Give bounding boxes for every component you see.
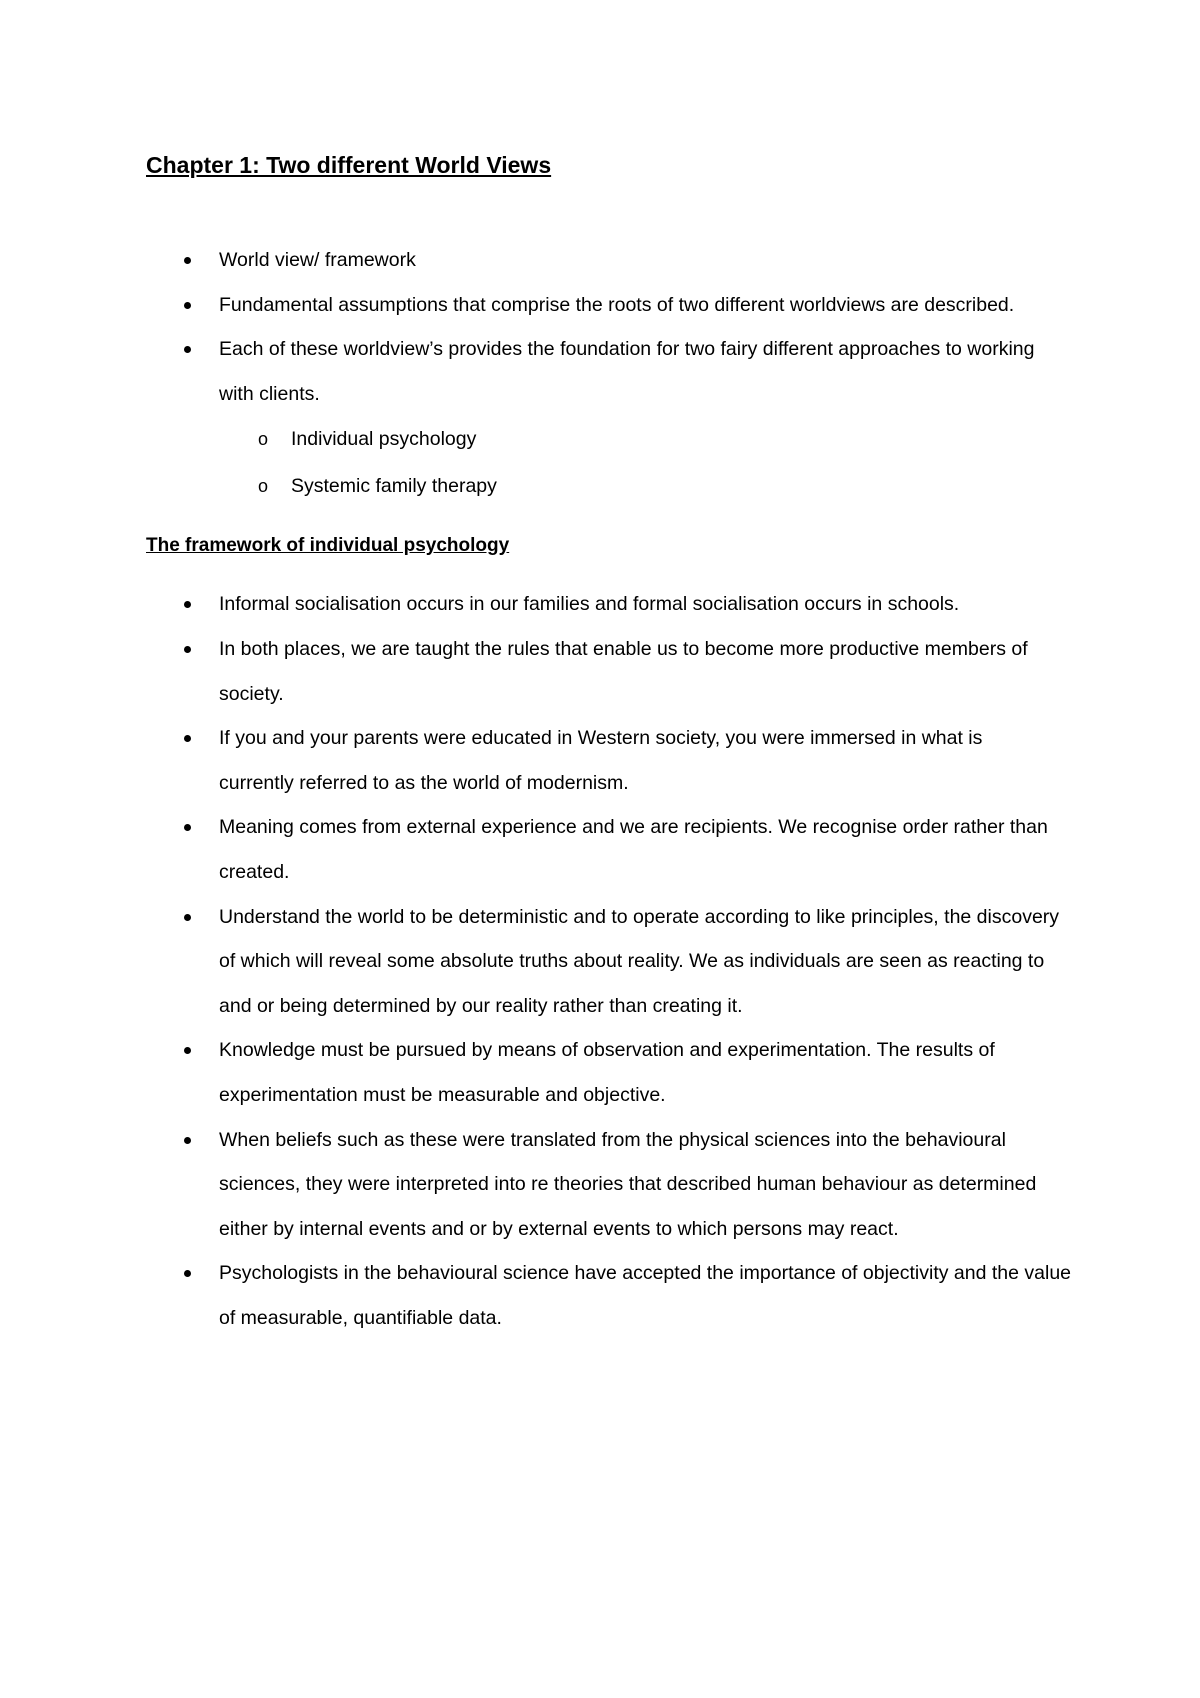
bullet-item bbox=[146, 1028, 1059, 1117]
bullet-text: World view/ framework bbox=[219, 249, 416, 271]
bullet-item bbox=[146, 327, 1069, 416]
bullet-item bbox=[146, 627, 1039, 716]
spacer bbox=[146, 185, 1076, 238]
spacer bbox=[146, 568, 1076, 582]
bullet-icon bbox=[184, 646, 191, 653]
bullet-text: In both places, we are taught the rules that enable us to become more productive members of society. bbox=[219, 637, 1028, 705]
bullet-icon bbox=[184, 302, 191, 309]
bullet-text: Understand the world to be deterministic and to operate according to like principles, the discovery of which will reveal some absolute truths about reality. We as individuals are seen as reacting to and or being determined by our reality rather than creating it. bbox=[219, 905, 1060, 1017]
bullet-icon bbox=[184, 824, 191, 831]
bullet-text: Psychologists in the behavioural science have accepted the importance of objectivity and the value of measurable, quantifiable data. bbox=[219, 1262, 1072, 1329]
sub-bullet-text: Systemic family therapy bbox=[291, 475, 497, 498]
bullet-icon bbox=[184, 257, 191, 264]
bullet-text: If you and your parents were educated in Western society, you were immersed in what is currently referred to as the world of modernism. bbox=[219, 727, 983, 794]
bullet-text: Fundamental assumptions that comprise the roots of two different worldviews are described. bbox=[219, 293, 1015, 316]
bullet-text: When beliefs such as these were translated from the physical sciences into the behavioural sciences, they were interpreted into re theories that described human behaviour as determined either by internal events and or by external events to which persons may react. bbox=[219, 1128, 1037, 1240]
chapter-title: Chapter 1: Two different World Views bbox=[146, 152, 552, 178]
bullet-text: Meaning comes from external experience and we are recipients. We recognise order rather than created. bbox=[219, 816, 1048, 883]
sub-bullet-list bbox=[146, 416, 1076, 510]
bullet-icon bbox=[184, 601, 191, 608]
bullet-icon bbox=[184, 1270, 191, 1277]
bullet-text: Informal socialisation occurs in our families and formal socialisation occurs in schools. bbox=[219, 593, 960, 616]
section-bullet-list bbox=[146, 582, 1076, 1340]
circle-bullet-icon: o bbox=[258, 476, 269, 497]
section-heading: The framework of individual psychology bbox=[146, 535, 510, 557]
bullet-item bbox=[146, 716, 1049, 805]
intro-bullet-list bbox=[146, 238, 1076, 416]
sub-bullet-item bbox=[146, 463, 1076, 510]
circle-bullet-icon: o bbox=[258, 429, 269, 450]
bullet-text: Knowledge must be pursued by means of observation and experimentation. The results of experimentation must be measurable and objective. bbox=[219, 1039, 995, 1106]
bullet-icon bbox=[184, 346, 191, 353]
bullet-icon bbox=[184, 1047, 191, 1054]
bullet-item bbox=[146, 1118, 1079, 1252]
sub-bullet-text: Individual psychology bbox=[291, 428, 477, 451]
bullet-item bbox=[146, 238, 1049, 283]
bullet-text: Each of these worldview’s provides the foundation for two fairy different approaches to working with clients. bbox=[219, 338, 1035, 405]
bullet-icon bbox=[184, 735, 191, 742]
sub-bullet-item bbox=[146, 416, 1076, 463]
bullet-item bbox=[146, 895, 1074, 1029]
bullet-icon bbox=[184, 1137, 191, 1144]
bullet-item bbox=[146, 283, 1049, 328]
bullet-item bbox=[146, 1251, 1079, 1340]
document-content bbox=[146, 145, 1076, 1340]
bullet-icon bbox=[184, 914, 191, 921]
bullet-item bbox=[146, 582, 1019, 627]
spacer bbox=[146, 510, 1076, 524]
bullet-item bbox=[146, 805, 1069, 894]
